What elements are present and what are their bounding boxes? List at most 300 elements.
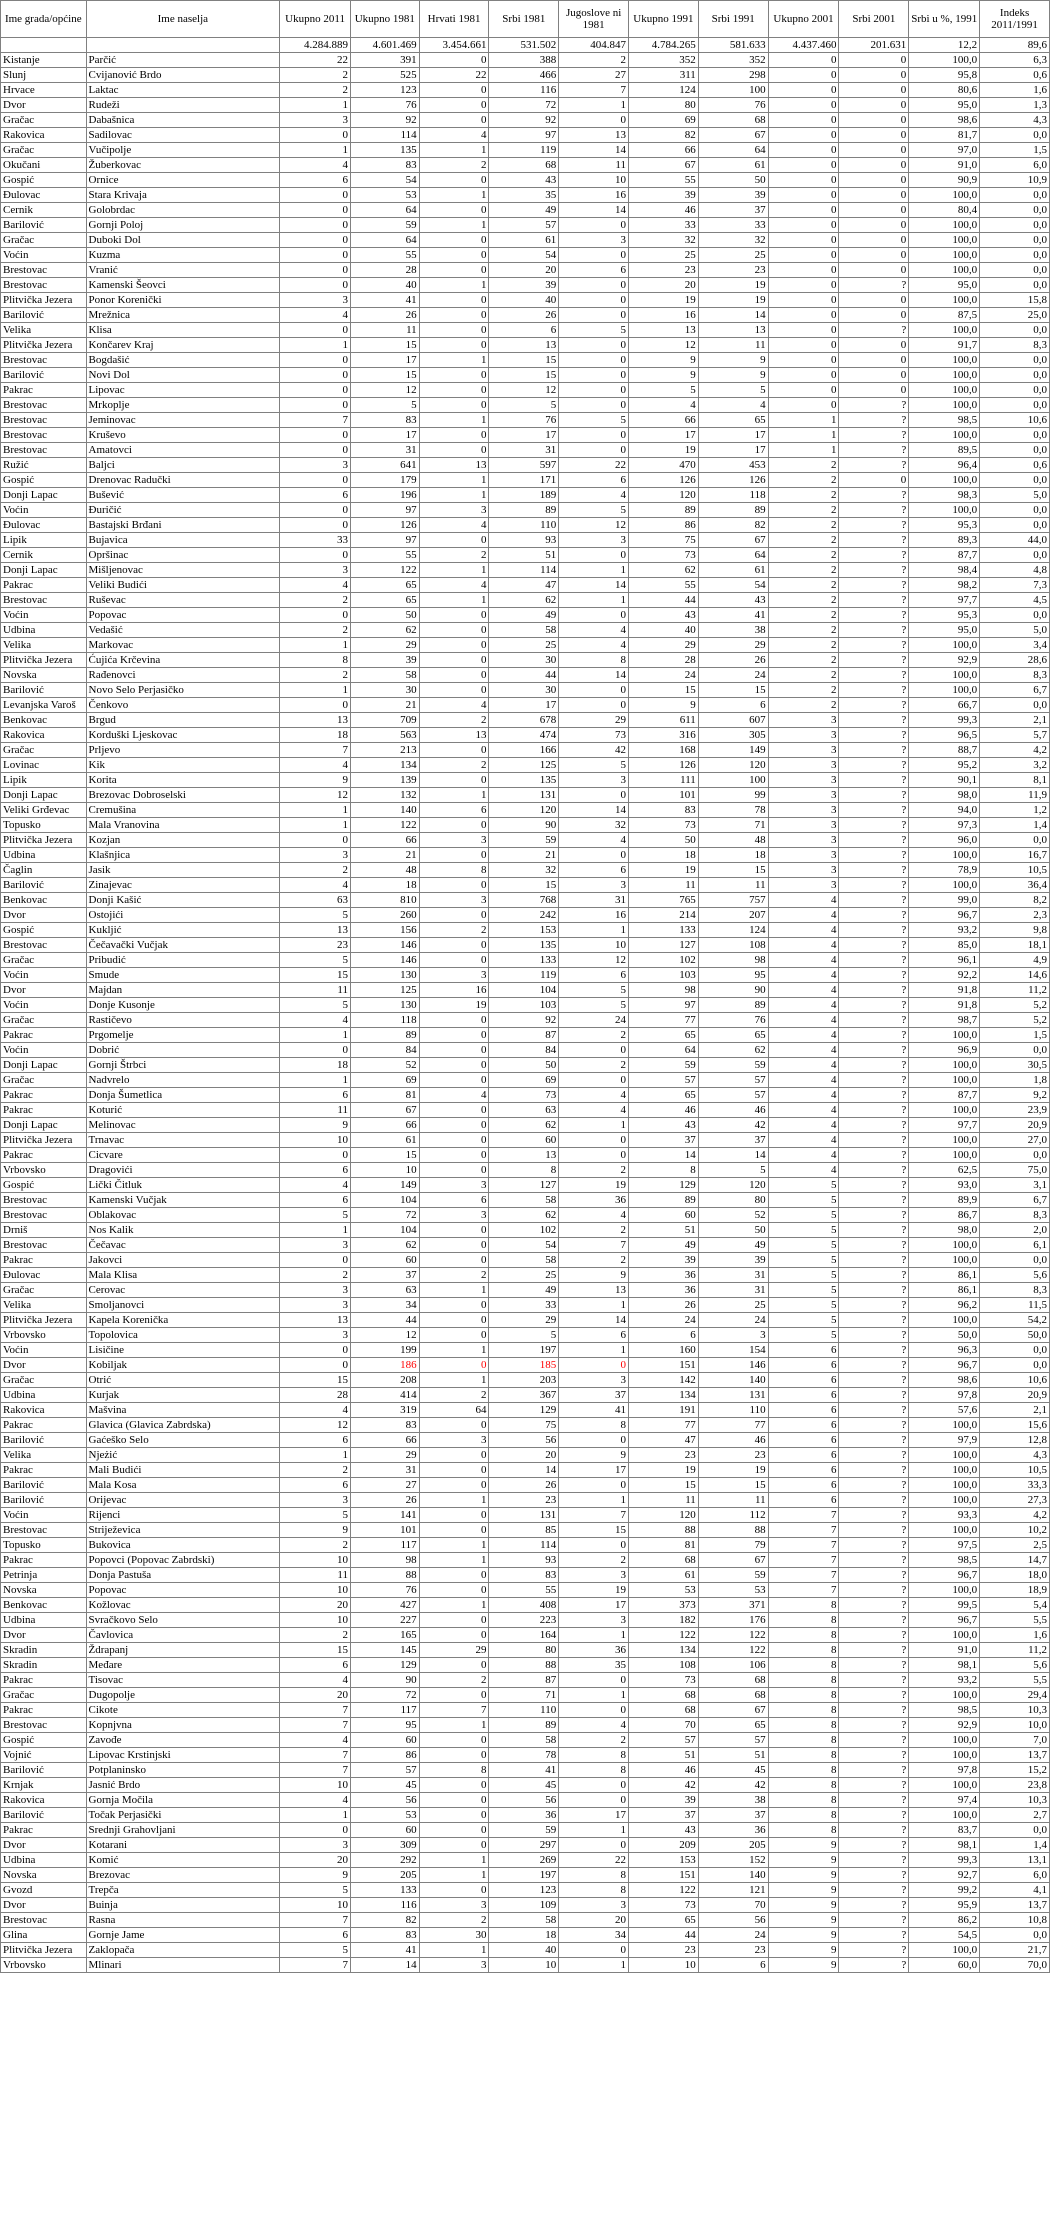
value-cell: 17: [489, 428, 559, 443]
value-cell: 0: [280, 323, 351, 338]
column-header: Srbi 2001: [839, 1, 909, 38]
value-cell: 65: [351, 578, 420, 593]
value-cell: 0: [839, 113, 909, 128]
value-cell: 5: [351, 398, 420, 413]
value-cell: 205: [698, 1838, 768, 1853]
value-cell: 89: [489, 503, 559, 518]
value-cell: 100,0: [909, 668, 980, 683]
settlement-cell: Korduški Ljeskovac: [86, 728, 280, 743]
value-cell: 60: [351, 1733, 420, 1748]
settlement-cell: Gornji Štrbci: [86, 1058, 280, 1073]
value-cell: 5,6: [980, 1658, 1050, 1673]
value-cell: 88,7: [909, 743, 980, 758]
table-row: [1, 203, 1050, 218]
settlement-cell: Čečavački Vučjak: [86, 938, 280, 953]
value-cell: 18: [280, 728, 351, 743]
value-cell: 4: [280, 878, 351, 893]
value-cell: 3: [768, 728, 839, 743]
value-cell: 166: [489, 743, 559, 758]
municipality-cell: Gračac: [1, 953, 87, 968]
value-cell: 100,0: [909, 1478, 980, 1493]
table-row: [1, 1508, 1050, 1523]
value-cell: 3: [559, 233, 629, 248]
value-cell: ?: [839, 1493, 909, 1508]
value-cell: ?: [839, 1073, 909, 1088]
value-cell: 51: [629, 1223, 699, 1238]
settlement-cell: Parčić: [86, 53, 280, 68]
municipality-cell: Pakrac: [1, 1418, 87, 1433]
settlement-cell: Bastajski Brđani: [86, 518, 280, 533]
table-row: [1, 1298, 1050, 1313]
value-cell: 131: [698, 1388, 768, 1403]
value-cell: 152: [698, 1853, 768, 1868]
value-cell: ?: [839, 533, 909, 548]
value-cell: ?: [839, 1433, 909, 1448]
settlement-cell: Srednji Grahovljani: [86, 1823, 280, 1838]
value-cell: 73: [559, 728, 629, 743]
table-row: [1, 473, 1050, 488]
table-row: [1, 98, 1050, 113]
table-row: [1, 1088, 1050, 1103]
value-cell: 0: [280, 1358, 351, 1373]
value-cell: 31: [559, 893, 629, 908]
value-cell: 15: [489, 878, 559, 893]
municipality-cell: Brestovac: [1, 593, 87, 608]
settlement-cell: Potplaninsko: [86, 1763, 280, 1778]
municipality-cell: Gračac: [1, 1013, 87, 1028]
value-cell: 6: [768, 1448, 839, 1463]
value-cell: 1: [280, 818, 351, 833]
value-cell: 39: [629, 1793, 699, 1808]
value-cell: 8,1: [980, 773, 1050, 788]
value-cell: 3: [768, 848, 839, 863]
table-row: [1, 128, 1050, 143]
value-cell: 5: [768, 1223, 839, 1238]
settlement-cell: Prljevo: [86, 743, 280, 758]
value-cell: 43: [629, 608, 699, 623]
value-cell: 3: [419, 503, 489, 518]
value-cell: 0: [559, 1478, 629, 1493]
value-cell: 6: [768, 1358, 839, 1373]
value-cell: 0: [839, 53, 909, 68]
value-cell: 2: [559, 1163, 629, 1178]
value-cell: 0: [559, 293, 629, 308]
value-cell: 1: [280, 1808, 351, 1823]
value-cell: 36: [489, 1808, 559, 1823]
value-cell: 2: [280, 1463, 351, 1478]
value-cell: 0: [768, 53, 839, 68]
value-cell: 13: [280, 923, 351, 938]
table-row: [1, 1838, 1050, 1853]
value-cell: 768: [489, 893, 559, 908]
value-cell: 466: [489, 68, 559, 83]
value-cell: 117: [351, 1538, 420, 1553]
value-cell: 0: [768, 83, 839, 98]
value-cell: 39: [698, 188, 768, 203]
value-cell: 7: [768, 1553, 839, 1568]
value-cell: ?: [839, 608, 909, 623]
value-cell: 125: [489, 758, 559, 773]
municipality-cell: Barilović: [1, 1493, 87, 1508]
value-cell: 84: [489, 1043, 559, 1058]
value-cell: 21: [351, 698, 420, 713]
value-cell: ?: [839, 893, 909, 908]
value-cell: 2: [768, 668, 839, 683]
value-cell: 97: [629, 998, 699, 1013]
value-cell: 153: [489, 923, 559, 938]
value-cell: 2: [280, 1268, 351, 1283]
value-cell: 0: [419, 683, 489, 698]
value-cell: 4,3: [980, 1448, 1050, 1463]
settlement-cell: Popovac: [86, 1583, 280, 1598]
value-cell: 5,5: [980, 1673, 1050, 1688]
settlement-cell: Nos Kalik: [86, 1223, 280, 1238]
municipality-cell: Gvozd: [1, 1883, 87, 1898]
value-cell: 709: [351, 713, 420, 728]
value-cell: 86: [629, 518, 699, 533]
value-cell: 53: [629, 1583, 699, 1598]
settlement-cell: Otrić: [86, 1373, 280, 1388]
value-cell: 9: [768, 1958, 839, 1973]
value-cell: ?: [839, 278, 909, 293]
value-cell: 63: [280, 893, 351, 908]
value-cell: 55: [629, 578, 699, 593]
value-cell: 1: [419, 488, 489, 503]
value-cell: 0,0: [980, 398, 1050, 413]
value-cell: 61: [351, 1133, 420, 1148]
value-cell: 0: [419, 233, 489, 248]
totals-cell: 4.601.469: [351, 38, 420, 53]
value-cell: 2: [559, 1733, 629, 1748]
value-cell: 7: [559, 1238, 629, 1253]
value-cell: 76: [351, 98, 420, 113]
table-row: [1, 263, 1050, 278]
value-cell: 0: [419, 1688, 489, 1703]
value-cell: ?: [839, 1928, 909, 1943]
value-cell: 89,9: [909, 1193, 980, 1208]
value-cell: ?: [839, 548, 909, 563]
settlement-cell: Njeżić: [86, 1448, 280, 1463]
table-row: [1, 1718, 1050, 1733]
value-cell: 78: [698, 803, 768, 818]
value-cell: 0: [768, 188, 839, 203]
value-cell: ?: [839, 1958, 909, 1973]
value-cell: 8: [559, 1883, 629, 1898]
column-header: Ukupno 2001: [768, 1, 839, 38]
value-cell: 100,0: [909, 368, 980, 383]
value-cell: 0: [419, 1418, 489, 1433]
value-cell: ?: [839, 398, 909, 413]
table-row: [1, 1793, 1050, 1808]
settlement-cell: Kukljić: [86, 923, 280, 938]
value-cell: 1: [419, 1943, 489, 1958]
value-cell: 123: [351, 83, 420, 98]
value-cell: 96,7: [909, 1358, 980, 1373]
value-cell: 2: [559, 1553, 629, 1568]
value-cell: 4: [768, 953, 839, 968]
value-cell: 269: [489, 1853, 559, 1868]
value-cell: 1: [559, 1958, 629, 1973]
settlement-cell: Striježevica: [86, 1523, 280, 1538]
value-cell: 0: [280, 1253, 351, 1268]
municipality-cell: Voćin: [1, 1508, 87, 1523]
value-cell: 29: [351, 1448, 420, 1463]
value-cell: 3: [698, 1328, 768, 1343]
value-cell: 0: [768, 113, 839, 128]
settlement-cell: Nadvrelo: [86, 1073, 280, 1088]
value-cell: 101: [351, 1523, 420, 1538]
value-cell: ?: [839, 1028, 909, 1043]
value-cell: 0: [419, 1028, 489, 1043]
value-cell: 37: [698, 1808, 768, 1823]
value-cell: 91,0: [909, 158, 980, 173]
value-cell: 0: [419, 1883, 489, 1898]
value-cell: 77: [629, 1013, 699, 1028]
table-row: [1, 728, 1050, 743]
value-cell: 23: [629, 263, 699, 278]
value-cell: 0: [559, 278, 629, 293]
totals-cell: 531.502: [489, 38, 559, 53]
value-cell: ?: [839, 1763, 909, 1778]
value-cell: 87: [489, 1028, 559, 1043]
value-cell: 98,5: [909, 1553, 980, 1568]
value-cell: 0: [839, 158, 909, 173]
value-cell: 32: [559, 818, 629, 833]
value-cell: 16: [559, 908, 629, 923]
value-cell: 0: [768, 263, 839, 278]
settlement-cell: Cerovac: [86, 1283, 280, 1298]
municipality-cell: Pakrac: [1, 1103, 87, 1118]
value-cell: 80: [629, 98, 699, 113]
value-cell: 298: [698, 68, 768, 83]
value-cell: 391: [351, 53, 420, 68]
value-cell: 0: [768, 353, 839, 368]
value-cell: 11: [698, 1493, 768, 1508]
value-cell: 213: [351, 743, 420, 758]
municipality-cell: Barilović: [1, 878, 87, 893]
value-cell: 11,5: [980, 1298, 1050, 1313]
value-cell: ?: [839, 653, 909, 668]
value-cell: 126: [351, 518, 420, 533]
municipality-cell: Benkovac: [1, 893, 87, 908]
value-cell: 98: [351, 1553, 420, 1568]
value-cell: 90: [489, 818, 559, 833]
value-cell: 0: [419, 398, 489, 413]
table-row: [1, 1028, 1050, 1043]
value-cell: 49: [698, 1238, 768, 1253]
settlement-cell: Oblakovac: [86, 1208, 280, 1223]
value-cell: 597: [489, 458, 559, 473]
value-cell: 0: [768, 293, 839, 308]
value-cell: 100,0: [909, 638, 980, 653]
value-cell: 57: [629, 1733, 699, 1748]
value-cell: 79: [698, 1538, 768, 1553]
municipality-cell: Čaglin: [1, 863, 87, 878]
value-cell: 33,3: [980, 1478, 1050, 1493]
value-cell: 6: [280, 1088, 351, 1103]
municipality-cell: Cernik: [1, 548, 87, 563]
value-cell: 90,1: [909, 773, 980, 788]
municipality-cell: Voćin: [1, 968, 87, 983]
municipality-cell: Vojnić: [1, 1748, 87, 1763]
value-cell: ?: [839, 1058, 909, 1073]
municipality-cell: Dvor: [1, 908, 87, 923]
value-cell: ?: [839, 743, 909, 758]
value-cell: ?: [839, 1253, 909, 1268]
value-cell: 9: [768, 1883, 839, 1898]
value-cell: 16: [559, 188, 629, 203]
value-cell: 165: [351, 1628, 420, 1643]
value-cell: 14: [559, 803, 629, 818]
value-cell: 5: [280, 1508, 351, 1523]
value-cell: 55: [629, 173, 699, 188]
column-header: Hrvati 1981: [419, 1, 489, 38]
value-cell: 16: [629, 308, 699, 323]
value-cell: 4: [768, 998, 839, 1013]
value-cell: 7: [768, 1538, 839, 1553]
table-row: [1, 1883, 1050, 1898]
value-cell: 2: [419, 923, 489, 938]
value-cell: 15,8: [980, 293, 1050, 308]
settlement-cell: Vučipolje: [86, 143, 280, 158]
value-cell: 1: [419, 1373, 489, 1388]
value-cell: 26: [698, 653, 768, 668]
column-header: Ime naselja: [86, 1, 280, 38]
value-cell: 0,0: [980, 263, 1050, 278]
value-cell: 54: [698, 578, 768, 593]
value-cell: 124: [698, 923, 768, 938]
value-cell: 26: [489, 308, 559, 323]
municipality-cell: Barilović: [1, 368, 87, 383]
value-cell: 116: [489, 83, 559, 98]
table-row: [1, 638, 1050, 653]
value-cell: 179: [351, 473, 420, 488]
settlement-cell: Ornice: [86, 173, 280, 188]
value-cell: 0: [280, 353, 351, 368]
value-cell: 75: [489, 1418, 559, 1433]
value-cell: 4: [559, 1103, 629, 1118]
value-cell: 110: [489, 518, 559, 533]
value-cell: 70,0: [980, 1958, 1050, 1973]
value-cell: 4: [768, 938, 839, 953]
table-row: [1, 683, 1050, 698]
table-row: [1, 1448, 1050, 1463]
value-cell: 214: [629, 908, 699, 923]
value-cell: 12: [351, 1328, 420, 1343]
settlement-cell: Međare: [86, 1658, 280, 1673]
value-cell: 6: [559, 863, 629, 878]
table-row: [1, 1193, 1050, 1208]
settlement-cell: Markovac: [86, 638, 280, 653]
value-cell: 1: [419, 278, 489, 293]
value-cell: 2,1: [980, 1403, 1050, 1418]
settlement-cell: Kruševo: [86, 428, 280, 443]
value-cell: 2: [768, 623, 839, 638]
value-cell: 8: [768, 1598, 839, 1613]
value-cell: 4: [280, 1673, 351, 1688]
settlement-cell: Kopnjvna: [86, 1718, 280, 1733]
value-cell: 60: [629, 1208, 699, 1223]
value-cell: 31: [351, 1463, 420, 1478]
value-cell: 87: [489, 1673, 559, 1688]
value-cell: 60,0: [909, 1958, 980, 1973]
value-cell: 18,1: [980, 938, 1050, 953]
value-cell: 96,1: [909, 953, 980, 968]
value-cell: 30,5: [980, 1058, 1050, 1073]
value-cell: ?: [839, 458, 909, 473]
value-cell: 2: [280, 623, 351, 638]
table-row: [1, 1613, 1050, 1628]
value-cell: 1,5: [980, 1028, 1050, 1043]
municipality-cell: Topusko: [1, 818, 87, 833]
value-cell: 87,5: [909, 308, 980, 323]
value-cell: 64: [629, 1043, 699, 1058]
value-cell: 0: [280, 128, 351, 143]
value-cell: 12: [489, 383, 559, 398]
settlement-cell: Gornje Jame: [86, 1928, 280, 1943]
table-row: [1, 1553, 1050, 1568]
value-cell: 57: [698, 1088, 768, 1103]
municipality-cell: Vrbovsko: [1, 1163, 87, 1178]
value-cell: 2: [768, 563, 839, 578]
value-cell: 0: [559, 1133, 629, 1148]
value-cell: 10,6: [980, 413, 1050, 428]
value-cell: 1: [419, 1493, 489, 1508]
value-cell: 22: [559, 458, 629, 473]
value-cell: 23: [489, 1493, 559, 1508]
value-cell: 1: [559, 923, 629, 938]
value-cell: 0: [419, 818, 489, 833]
value-cell: 0: [280, 383, 351, 398]
municipality-cell: Brestovac: [1, 398, 87, 413]
value-cell: 37: [559, 1388, 629, 1403]
value-cell: 98: [698, 953, 768, 968]
header-row: [1, 1, 1050, 38]
value-cell: 38: [698, 623, 768, 638]
value-cell: 0: [419, 1448, 489, 1463]
settlement-cell: Donji Kašić: [86, 893, 280, 908]
value-cell: 0: [419, 878, 489, 893]
value-cell: 0: [839, 83, 909, 98]
municipality-cell: Pakrac: [1, 1028, 87, 1043]
value-cell: 82: [698, 518, 768, 533]
value-cell: 100,0: [909, 473, 980, 488]
value-cell: 0: [280, 248, 351, 263]
value-cell: 0: [839, 188, 909, 203]
column-header: Jugoslove ni 1981: [559, 1, 629, 38]
value-cell: 21,7: [980, 1943, 1050, 1958]
value-cell: 8: [768, 1748, 839, 1763]
value-cell: 100,0: [909, 503, 980, 518]
value-cell: 0: [768, 368, 839, 383]
table-row: [1, 983, 1050, 998]
value-cell: 100,0: [909, 1463, 980, 1478]
value-cell: 23: [280, 938, 351, 953]
value-cell: 168: [629, 743, 699, 758]
value-cell: 14,7: [980, 1553, 1050, 1568]
value-cell: 7: [280, 1913, 351, 1928]
value-cell: 2: [280, 68, 351, 83]
value-cell: 62: [489, 1208, 559, 1223]
value-cell: 2: [768, 683, 839, 698]
municipality-cell: Plitvička Jezera: [1, 1133, 87, 1148]
value-cell: 80: [489, 1643, 559, 1658]
value-cell: ?: [839, 1208, 909, 1223]
value-cell: ?: [839, 593, 909, 608]
value-cell: 97: [489, 128, 559, 143]
table-row: [1, 1403, 1050, 1418]
value-cell: 1,4: [980, 818, 1050, 833]
